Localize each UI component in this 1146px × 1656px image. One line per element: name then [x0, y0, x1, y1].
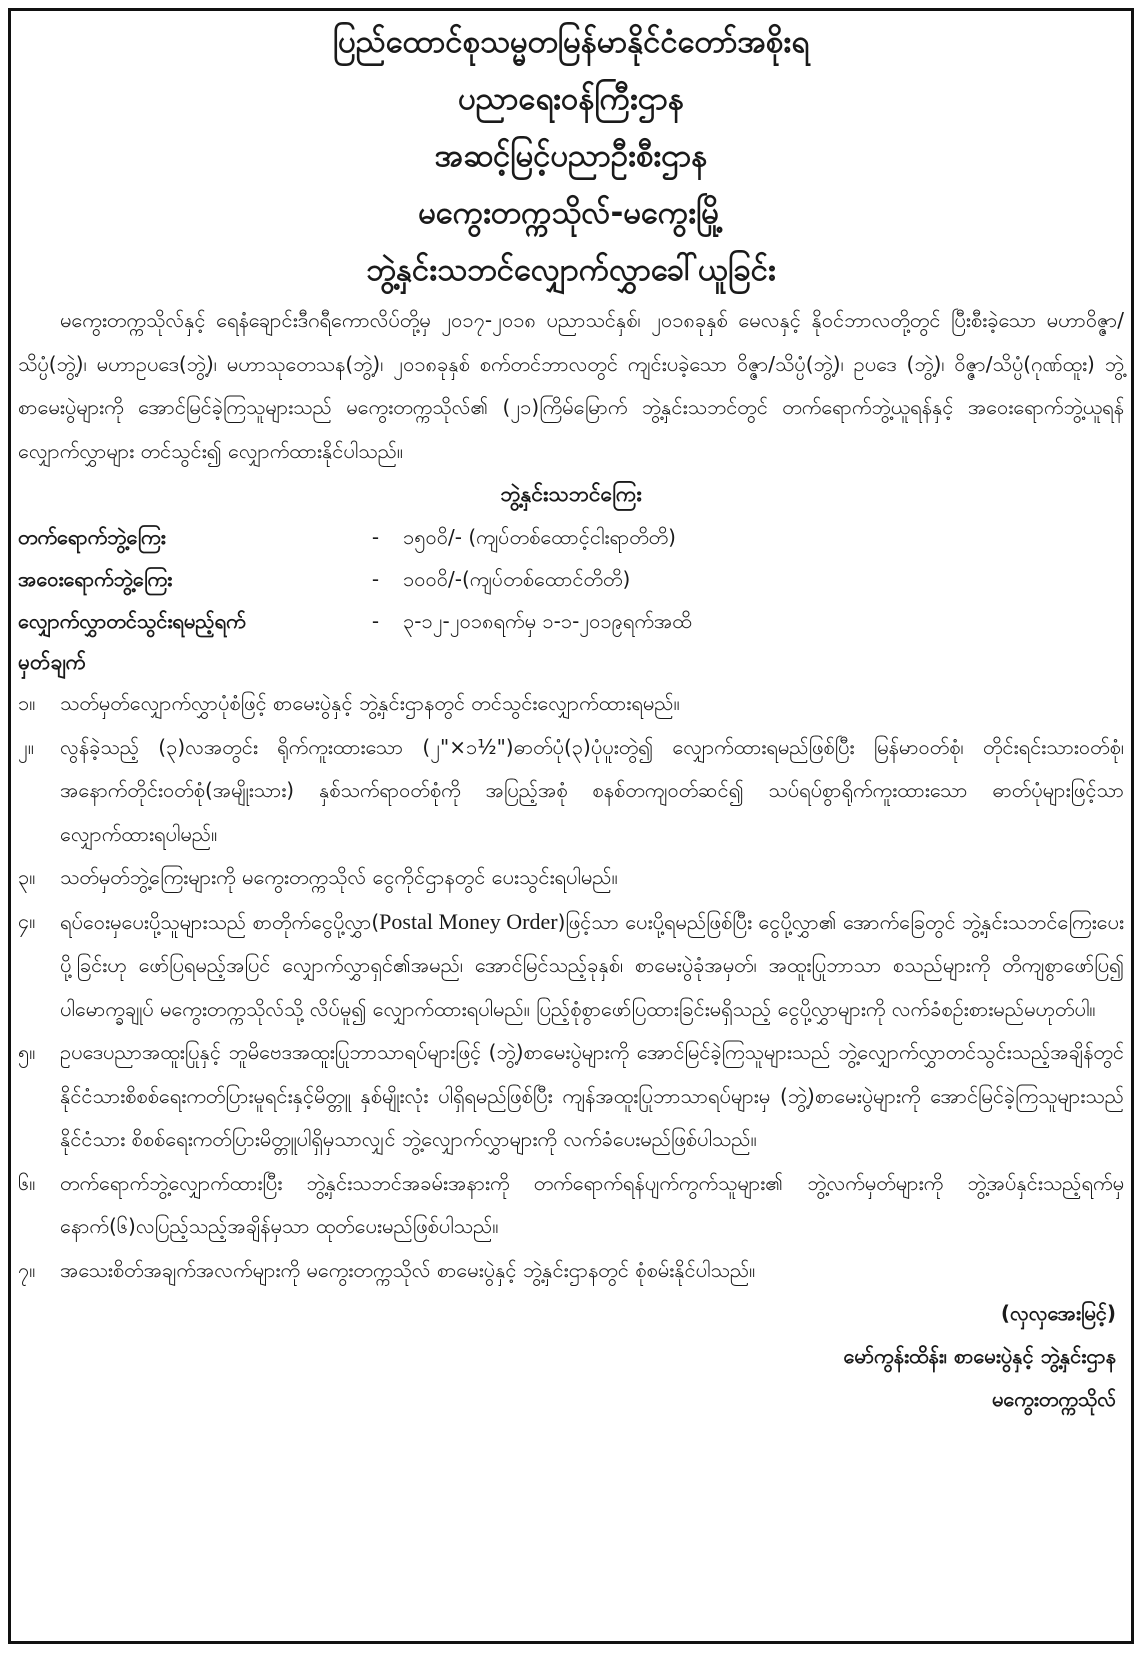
note-item	[18, 726, 1124, 857]
note-item	[18, 682, 1124, 726]
note-text: လွန်ခဲ့သည့် (၃)လအတွင်း ရိုက်ကူးထားသော (၂"×၁½")ဓာတ်ပုံ(၃)ပုံပူးတွဲ၍ လျှောက်ထားရမည်ဖြစ်ပြီး မြန်မာဝတ်စုံ၊ တိုင်းရင်းသားဝတ်စုံ၊ အနောက်တိုင်းဝတ်စုံ(အမျိုးသား) နှစ်သက်ရာဝတ်စုံကို အပြည့်အစုံ စနစ်တကျဝတ်ဆင်၍ သပ်ရပ်စွာရိုက်ကူးထားသော ဓာတ်ပုံများဖြင့်သာ လျှောက်ထားရပါမည်။	[60, 734, 1124, 846]
fees-title: ဘွဲ့နှင်းသဘင်ကြေး	[500, 482, 642, 506]
fee-dash: -	[371, 609, 380, 633]
note-item	[18, 1031, 1124, 1162]
note-text: သတ်မှတ်ဘွဲ့ကြေးများကို မကွေးတက္ကသိုလ် ငွေကိုင်ဌာနတွင် ပေးသွင်းရပါမည်။	[60, 865, 618, 889]
note-item	[18, 856, 1124, 900]
note-number: ၆။	[18, 1170, 36, 1195]
notes-list	[18, 682, 1124, 1292]
fee-value: ၁၅၀၀ိ/- (ကျပ်တစ်ထောင့်ငါးရာတိတိ)	[403, 525, 676, 549]
note-number: ၄။	[18, 908, 36, 933]
notice-page	[18, 14, 1124, 1644]
note-text: ဥပဒေပညာအထူးပြုနှင့် ဘူမိဗေဒအထူးပြုဘာသာရပ်များဖြင့် (ဘွဲ့)စာမေးပွဲများကို အောင်မြင်ခဲ့ကြသူများသည် ဘွဲ့လျှောက်လွှာတင်သွင်းသည့်အချိန်တွင် နိုင်ငံသားစိစစ်ရေးကတ်ပြားမူရင်းနှင့်မိတ္တူ နှစ်မျိုးလုံး ပါရှိရမည်ဖြစ်ပြီး ကျန်အထူးပြုဘာသာရပ်များမှ (ဘွဲ့)စာမေးပွဲများကို အောင်မြင်ခဲ့ကြသူများသည် နိုင်ငံသား စိစစ်ရေးကတ်ပြားမိတ္တူပါရှိမှသာလျှင် ဘွဲ့လျှောက်လွှာများကို လက်ခံပေးမည်ဖြစ်ပါသည်။	[60, 1040, 1124, 1151]
note-number: ၇။	[18, 1257, 36, 1282]
note-text: သတ်မှတ်လျှောက်လွှာပုံစံဖြင့် စာမေးပွဲနှင့် ဘွဲ့နှင်းဌာနတွင် တင်သွင်းလျှောက်ထားရမည်။	[60, 691, 680, 715]
note-number: ၅။	[18, 1040, 36, 1064]
fee-label: တက်ရောက်ဘွဲ့ကြေး	[18, 525, 166, 549]
notes-title: မှတ်ချက်	[18, 650, 87, 674]
note-item	[18, 1162, 1124, 1249]
note-number: ၂။	[18, 734, 34, 759]
header-line-department: အဆင့်မြင့်ပညာဦးစီးဌာန	[434, 138, 708, 174]
header-line-government: ပြည်ထောင်စုသမ္မတမြန်မာနိုင်ငံတော်အစိုးရ	[332, 24, 810, 60]
fee-row-deadline	[18, 600, 1124, 642]
note-text: တက်ရောက်ဘွဲ့လျှောက်ထားပြီး ဘွဲ့နှင်းသဘင်အခမ်းအနားကို တက်ရောက်ရန်ပျက်ကွက်သူများ၏ ဘွဲ့လက်မှတ်များကို ဘွဲ့အပ်နှင်းသည့်ရက်မှ နောက်(၆)လပြည့်သည့်အချိန်မှသာ ထုတ်ပေးမည်ဖြစ်ပါသည်။	[60, 1170, 1124, 1238]
note-text-part: )ဖြင့်သာ ပေးပို့ရမည်ဖြစ်ပြီး ငွေပို့လွှာ၏ အောက်ခြေတွင် ဘွဲ့နှင်းသဘင်ကြေးပေးပို့ခြင်းဟု ဖော်ပြရမည့်အပြင် လျှောက်လွှာရှင်၏အမည်၊ အောင်မြင်သည့်ခုနှစ်၊ စာမေးပွဲခုံအမှတ်၊ အထူးပြုဘာသာ စသည်များကို တိကျစွာဖော်ပြ၍ ပါမောက္ခချုပ် မကွေးတက္ကသိုလ်သို့ လိပ်မူ၍ လျှောက်ထားရပါမည်။ ပြည့်စုံစွာဖော်ပြထားခြင်းမရှိသည့် ငွေပို့လွှာများကို လက်ခံစဉ်းစားမည်မဟုတ်ပါ။	[60, 909, 1125, 1021]
fee-dash: -	[371, 567, 380, 591]
note-number: ၁။	[18, 691, 36, 715]
notice-header	[18, 14, 1124, 299]
note-text-part: ရပ်ဝေးမှပေးပို့သူများသည် စာတိုက်ငွေပို့လွှာ(	[60, 909, 380, 934]
note-text: အသေးစိတ်အချက်အလက်များကို မကွေးတက္ကသိုလ် စာမေးပွဲနှင့် ဘွဲ့နှင်းဌာနတွင် စုံစမ်းနိုင်ပါသည်။	[60, 1257, 756, 1282]
fee-label: လျှောက်လွှာတင်သွင်းရမည့်ရက်	[18, 609, 246, 633]
note-number: ၃။	[18, 865, 36, 889]
note-item	[18, 1249, 1124, 1293]
fee-label: အဝေးရောက်ဘွဲ့ကြေး	[18, 567, 173, 591]
fee-row-absentia	[18, 558, 1124, 600]
signatory-title: မော်ကွန်းထိန်း၊ စာမေးပွဲနှင့် ဘွဲ့နှင်းဌာန	[843, 1344, 1116, 1368]
fees-table	[18, 516, 1124, 642]
signatory-name: (လှလှအေးမြင့်)	[1000, 1301, 1116, 1325]
header-line-announcement-title: ဘွဲ့နှင်းသဘင်လျှောက်လွှာခေါ်ယူခြင်း	[366, 252, 776, 288]
intro-paragraph: မကွေးတက္ကသိုလ်နှင့် ရေနံချောင်းဒီဂရီကောလိပ်တို့မှ ၂၀၁၇-၂၀၁၈ ပညာသင်နှစ်၊ ၂၀၁၈ခုနှစ် မေလနှင့် နိုဝင်ဘာလတို့တွင် ပြီးစီးခဲ့သော မဟာဝိဇ္ဇာ/သိပ္ပံ(ဘွဲ့)၊ မဟာဥပဒေ(ဘွဲ့)၊ မဟာသုတေသန(ဘွဲ့)၊ ၂၀၁၈ခုနှစ် စက်တင်ဘာလတွင် ကျင်းပခဲ့သော ဝိဇ္ဇာ/သိပ္ပံ(ဘွဲ့)၊ ဥပဒေ (ဘွဲ့)၊ ဝိဇ္ဇာ/သိပ္ပံ(ဂုဏ်ထူး) ဘွဲ့စာမေးပွဲများကို အောင်မြင်ခဲ့ကြသူများသည် မကွေးတက္ကသိုလ်၏ (၂၁)ကြိမ်မြောက် ဘွဲ့နှင်းသဘင်တွင် တက်ရောက်ဘွဲ့ယူရန်နှင့် အဝေးရောက်ဘွဲ့ယူရန် လျှောက်လွှာများ တင်သွင်း၍ လျှောက်ထားနိုင်ပါသည်။	[18, 308, 1124, 463]
postal-money-order-term: Postal Money Order	[379, 908, 558, 934]
fee-dash: -	[371, 525, 380, 549]
header-line-ministry: ပညာရေးဝန်ကြီးဌာန	[458, 81, 684, 117]
fee-value: ၃-၁၂-၂၀၁၈ရက်မှ ၁-၁-၂၀၁၉ရက်အထိ	[403, 609, 692, 633]
fee-value: ၁၀၀၀ိ/-(ကျပ်တစ်ထောင်တိတိ)	[403, 567, 631, 591]
header-line-university: မကွေးတက္ကသိုလ်-မကွေးမြို့	[418, 195, 724, 231]
note-text	[60, 900, 1124, 1032]
signature-block	[18, 1292, 1124, 1421]
fee-row-attend	[18, 516, 1124, 558]
signatory-organization: မကွေးတက္ကသိုလ်	[991, 1387, 1116, 1411]
note-item	[18, 900, 1124, 1032]
